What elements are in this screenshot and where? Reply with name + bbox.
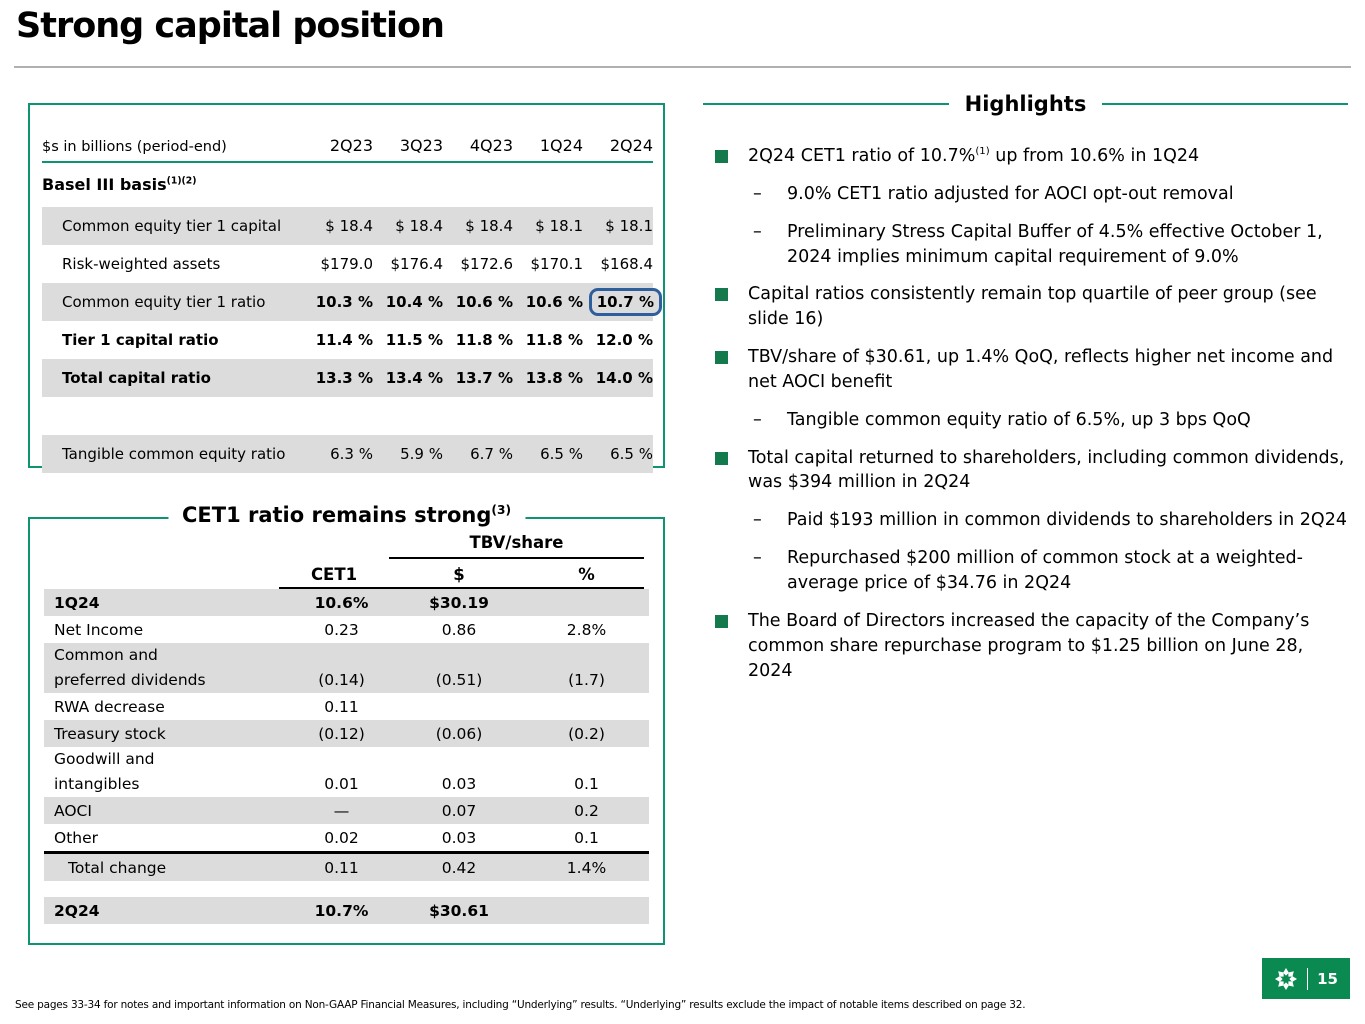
row-label: Total capital ratio (62, 369, 211, 387)
highlight-text: The Board of Directors increased the capacity of the Company’s common share repurchase program to $1.25 billion on June 28, 2024 (748, 610, 1310, 681)
highlight-text: 9.0% CET1 ratio adjusted for AOCI opt-out removal (787, 183, 1234, 204)
column-header-pct: % (578, 565, 595, 584)
slide-footnote: See pages 33-34 for notes and important information on Non-GAAP Financial Measures, including “Underlying” results. “Underlying” results exclude the impact of notable items described on page 32. (15, 999, 1026, 1011)
cet1-2q24-highlight-box: 10.7 % (589, 288, 662, 316)
cell: (0.2) (568, 725, 605, 743)
highlight-subbullet (753, 220, 1348, 270)
cell: $172.6 (460, 255, 513, 273)
cell: 6.3 % (330, 445, 373, 463)
row-label: Total change (68, 859, 167, 877)
column-header: 2Q23 (329, 136, 373, 155)
spacer-row (42, 397, 653, 435)
table-row-1q24 (44, 589, 649, 616)
highlight-bullet (703, 144, 1348, 169)
cell: $ 18.1 (605, 217, 653, 235)
cell: 6.5 % (540, 445, 583, 463)
capital-table-header-row (42, 115, 653, 163)
dash-bullet: – (753, 510, 762, 531)
highlight-bullet (703, 446, 1348, 496)
footnote-marker: (1) (975, 146, 990, 158)
column-header: 4Q23 (469, 136, 513, 155)
cell (583, 288, 653, 316)
highlight-text: TBV/share of $30.61, up 1.4% QoQ, reflects higher net income and net AOCI benefit (748, 347, 1334, 392)
table-row-rwa-decrease (44, 693, 649, 720)
cell: $179.0 (320, 255, 373, 273)
cell: 10.3 % (315, 293, 373, 311)
row-label: Net Income (54, 621, 144, 639)
table-row-treasury-stock (44, 720, 649, 747)
cell: 10.6% (314, 594, 369, 612)
tbv-share-group-header: TBV/share (389, 533, 644, 559)
cell: 13.7 % (455, 369, 513, 387)
cell: 10.7% (314, 902, 369, 920)
cell: 10.6 % (455, 293, 513, 311)
square-bullet-icon (715, 288, 728, 301)
capital-ratios-table (28, 103, 665, 468)
table-row-net-income (44, 616, 649, 643)
table-row-cet1-ratio (42, 283, 653, 321)
row-label: Common equity tier 1 ratio (62, 293, 266, 311)
cell: $ 18.4 (395, 217, 443, 235)
logo-divider (1307, 968, 1308, 990)
row-label: Risk-weighted assets (62, 255, 221, 273)
cell: 11.5 % (385, 331, 443, 349)
header-columns (279, 565, 644, 589)
highlight-text: Preliminary Stress Capital Buffer of 4.5% effective October 1, 2024 implies minimum capital requirement of 9.0% (787, 221, 1323, 267)
table-row-2q24 (44, 897, 649, 924)
cet1-walk-header-row (44, 559, 649, 589)
cet1-walk-table (28, 503, 665, 945)
highlights-section (703, 92, 1348, 696)
column-header-cet1: CET1 (310, 565, 358, 584)
cell: $176.4 (390, 255, 443, 273)
highlight-bullet (703, 345, 1348, 395)
row-label: Other (54, 829, 99, 847)
cell: 11.4 % (315, 331, 373, 349)
citizens-pinwheel-logo-icon (1274, 967, 1298, 991)
square-bullet-icon (715, 150, 728, 163)
highlight-text: Capital ratios consistently remain top quartile of peer group (see slide 16) (748, 284, 1317, 330)
cell: (0.51) (435, 671, 483, 689)
column-header-dollar: $ (453, 565, 465, 584)
table-row-total-change (44, 851, 649, 881)
header-line-left (703, 103, 949, 105)
cell: 13.3 % (315, 369, 373, 387)
cell: 0.23 (324, 621, 359, 639)
cell: $ 18.4 (325, 217, 373, 235)
page-title: Strong capital position (16, 6, 444, 46)
dash-bullet: – (753, 221, 762, 242)
column-header: 3Q23 (399, 136, 443, 155)
tbv-group-header-row (44, 533, 649, 559)
cell: $168.4 (600, 255, 653, 273)
column-header: 1Q24 (539, 136, 583, 155)
cell: $170.1 (530, 255, 583, 273)
cet1-walk-title (168, 503, 525, 527)
row-label: Tier 1 capital ratio (62, 331, 219, 349)
cell: 0.11 (324, 698, 359, 716)
cell: (0.06) (435, 725, 483, 743)
cell: 0.01 (324, 775, 359, 793)
highlight-text: Paid $193 million in common dividends to shareholders in 2Q24 (787, 510, 1347, 531)
highlights-list (703, 144, 1348, 683)
table-row-total-capital-ratio (42, 359, 653, 397)
cell: 10.4 % (385, 293, 443, 311)
row-label: 1Q24 (54, 594, 100, 612)
cell: 0.07 (441, 802, 477, 820)
cell: (0.12) (318, 725, 365, 743)
highlights-header (703, 92, 1348, 116)
cell: 13.8 % (525, 369, 583, 387)
table-row-rwa (42, 245, 653, 283)
table-row-other (44, 824, 649, 851)
row-label: RWA decrease (54, 698, 165, 716)
table-row-dividends (44, 643, 649, 693)
cell: 11.8 % (525, 331, 583, 349)
row-label: AOCI (54, 802, 92, 820)
cell: 0.03 (441, 829, 477, 847)
row-label: Goodwill and intangibles (54, 750, 155, 793)
highlight-text: Total capital returned to shareholders, including common dividends, was $394 million in 2Q24 (748, 447, 1345, 493)
cell: 12.0 % (595, 331, 653, 349)
dash-bullet: – (753, 548, 762, 569)
cet1-walk-title-text: CET1 ratio remains strong (181, 503, 492, 527)
cell: $30.61 (429, 902, 489, 920)
cell: 6.7 % (470, 445, 513, 463)
cell: 14.0 % (595, 369, 653, 387)
cell: 11.8 % (455, 331, 513, 349)
table-row-tier1-ratio (42, 321, 653, 359)
units-label: $s in billions (period-end) (42, 139, 227, 155)
cell: 2.8% (566, 621, 607, 639)
cell: 5.9 % (400, 445, 443, 463)
highlight-subbullet (753, 546, 1348, 596)
row-label: 2Q24 (54, 902, 100, 920)
highlight-bullet (703, 609, 1348, 684)
cell: 0.42 (441, 859, 477, 877)
cell: 10.6 % (525, 293, 583, 311)
cell: 0.11 (324, 859, 359, 877)
cell: 13.4 % (385, 369, 443, 387)
highlight-subbullet (753, 408, 1348, 433)
cell: — (333, 802, 350, 820)
square-bullet-icon (715, 452, 728, 465)
highlight-subbullet (753, 182, 1348, 207)
page-number: 15 (1317, 969, 1338, 988)
title-divider (14, 66, 1351, 68)
row-label: Common and preferred dividends (54, 646, 206, 689)
cell: $ 18.4 (465, 217, 513, 235)
spacer-row (44, 881, 649, 897)
citizens-logo-badge (1262, 958, 1350, 999)
cell: (0.14) (318, 671, 365, 689)
highlight-text-segment: up from 10.6% in 1Q24 (989, 146, 1200, 166)
spacer (44, 533, 389, 559)
cell: 0.03 (441, 775, 477, 793)
table-row-goodwill (44, 747, 649, 797)
dash-bullet: – (753, 409, 762, 430)
table-row-tce-ratio (42, 435, 653, 473)
highlight-text-segment: 2Q24 CET1 ratio of 10.7% (748, 146, 976, 166)
title-footnote-marker: (3) (491, 503, 512, 517)
cell: 6.5 % (610, 445, 653, 463)
square-bullet-icon (715, 351, 728, 364)
square-bullet-icon (715, 615, 728, 628)
column-header: 2Q24 (609, 136, 653, 155)
section-footnote-marker: (1)(2) (166, 175, 197, 187)
row-label: Treasury stock (54, 725, 166, 743)
cell: 0.86 (441, 621, 477, 639)
highlight-text: Repurchased $200 million of common stock at a weighted-average price of $34.76 in 2Q24 (787, 548, 1303, 593)
cell: 0.1 (574, 775, 599, 793)
dash-bullet: – (753, 183, 762, 204)
cell: 0.2 (574, 802, 599, 820)
section-label (42, 175, 653, 199)
highlight-text (748, 144, 1199, 169)
cell: $ 18.1 (535, 217, 583, 235)
cell: 0.1 (574, 829, 599, 847)
highlights-title: Highlights (964, 92, 1087, 116)
row-label: Common equity tier 1 capital (62, 217, 282, 235)
highlight-bullet (703, 282, 1348, 332)
table-row-aoci (44, 797, 649, 824)
cell: 0.02 (324, 829, 359, 847)
cell: $30.19 (429, 594, 489, 612)
table-row-cet1-capital (42, 207, 653, 245)
row-label: Tangible common equity ratio (62, 445, 286, 463)
highlight-subbullet (753, 508, 1348, 533)
highlight-text: Tangible common equity ratio of 6.5%, up 3 bps QoQ (787, 409, 1251, 430)
section-label-text: Basel III basis (42, 175, 167, 194)
header-line-right (1102, 103, 1348, 105)
cell: 1.4% (566, 859, 607, 877)
cell: (1.7) (568, 671, 605, 689)
